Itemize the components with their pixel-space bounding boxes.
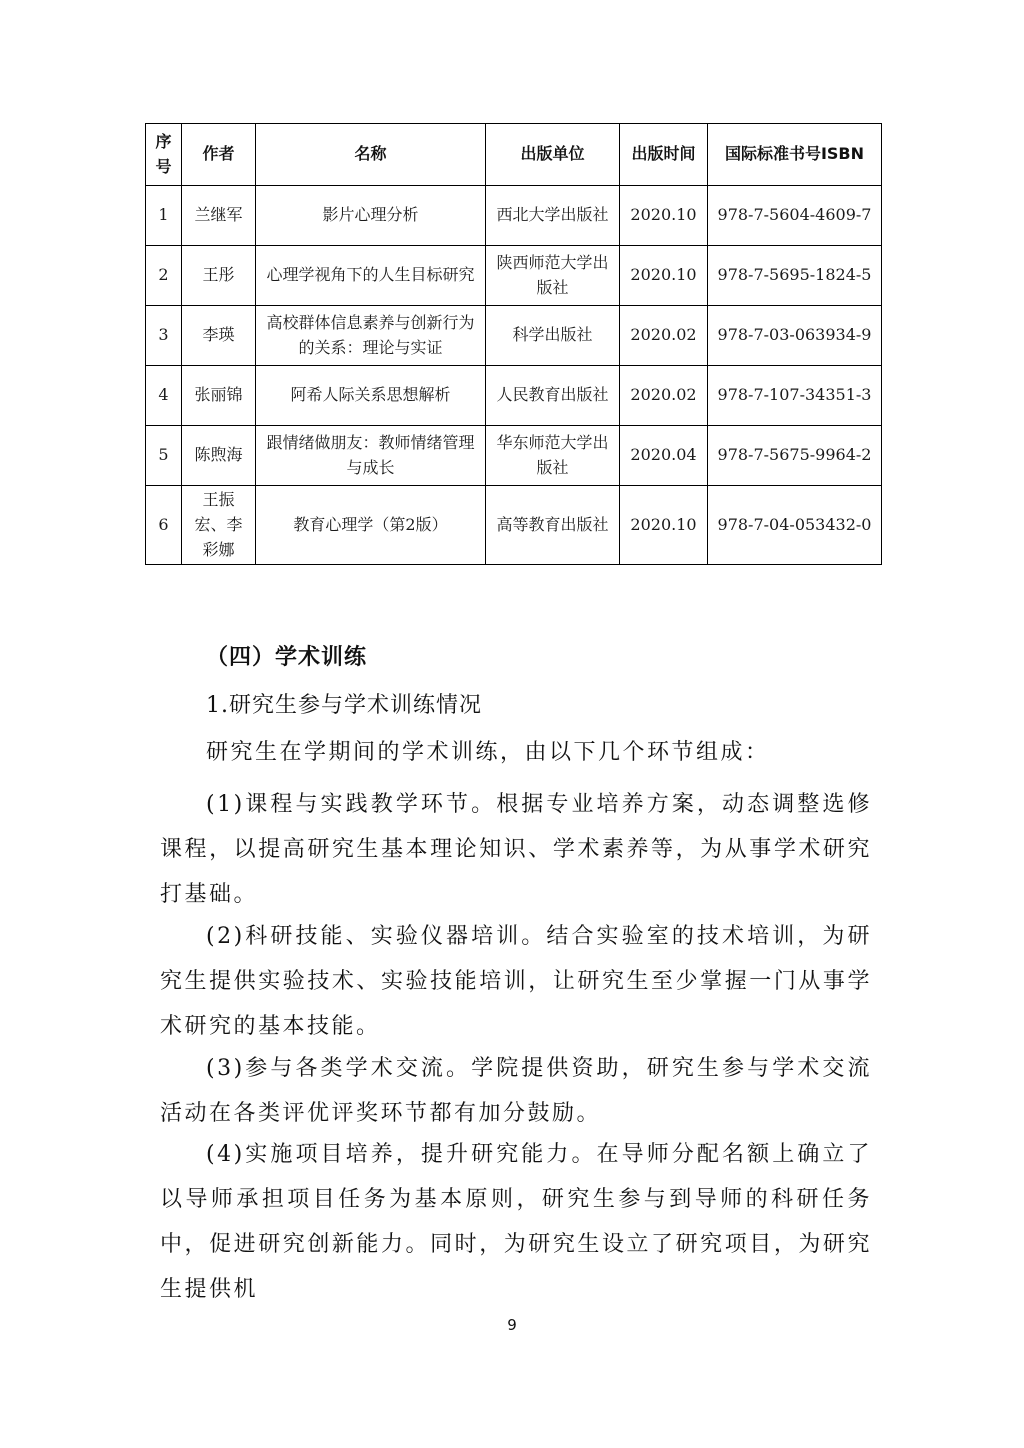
cell-index: 3	[146, 306, 182, 366]
cell-index: 5	[146, 426, 182, 486]
cell-isbn: 978-7-107-34351-3	[708, 366, 882, 426]
section-heading: （四）学术训练	[206, 645, 368, 670]
header-index: 序号	[146, 124, 182, 186]
cell-index: 4	[146, 366, 182, 426]
cell-publisher: 陕西师范大学出版社	[486, 246, 620, 306]
cell-publisher: 人民教育出版社	[486, 366, 620, 426]
paragraph-item-1: (1)课程与实践教学环节。根据专业培养方案，动态调整选修课程，以提高研究生基本理论知识、学术素养等，为从事学术研究打基础。	[160, 792, 872, 907]
cell-isbn: 978-7-5675-9964-2	[708, 426, 882, 486]
table-row	[146, 426, 882, 486]
cell-title: 心理学视角下的人生目标研究	[256, 246, 486, 306]
cell-index: 2	[146, 246, 182, 306]
cell-publish-date: 2020.04	[620, 426, 708, 486]
header-publisher: 出版单位	[486, 124, 620, 186]
cell-title: 高校群体信息素养与创新行为的关系：理论与实证	[256, 306, 486, 366]
paragraph-intro: 研究生在学期间的学术训练，由以下几个环节组成：	[206, 740, 770, 765]
cell-isbn: 978-7-04-053432-0	[708, 486, 882, 565]
cell-isbn: 978-7-5695-1824-5	[708, 246, 882, 306]
cell-author: 兰继军	[182, 186, 256, 246]
cell-author: 陈煦海	[182, 426, 256, 486]
cell-publisher: 华东师范大学出版社	[486, 426, 620, 486]
paragraph-item-4: (4)实施项目培养，提升研究能力。在导师分配名额上确立了以导师承担项目任务为基本原则，研究生参与到导师的科研任务中，促进研究创新能力。同时，为研究生设立了研究项目，为研究生提供机	[160, 1142, 872, 1302]
cell-publish-date: 2020.10	[620, 186, 708, 246]
page-number: 9	[507, 1316, 517, 1334]
cell-author: 张丽锦	[182, 366, 256, 426]
header-isbn: 国际标准书号ISBN	[708, 124, 882, 186]
cell-index: 1	[146, 186, 182, 246]
cell-publish-date: 2020.10	[620, 246, 708, 306]
cell-isbn: 978-7-03-063934-9	[708, 306, 882, 366]
table-header-row	[146, 124, 882, 186]
cell-publish-date: 2020.02	[620, 366, 708, 426]
cell-publisher: 高等教育出版社	[486, 486, 620, 565]
table-row	[146, 186, 882, 246]
cell-title: 教育心理学（第2版）	[256, 486, 486, 565]
header-publish-date: 出版时间	[620, 124, 708, 186]
cell-author: 王振宏、李彩娜	[182, 486, 256, 565]
paragraph-item-3: (3)参与各类学术交流。学院提供资助，研究生参与学术交流活动在各类评优评奖环节都有加分鼓励。	[160, 1056, 872, 1126]
cell-publish-date: 2020.02	[620, 306, 708, 366]
subsection-heading: 1.研究生参与学术训练情况	[206, 693, 482, 718]
publications-table	[145, 123, 882, 565]
cell-author: 李瑛	[182, 306, 256, 366]
paragraph-item-2: (2)科研技能、实验仪器培训。结合实验室的技术培训，为研究生提供实验技术、实验技能培训，让研究生至少掌握一门从事学术研究的基本技能。	[160, 924, 872, 1039]
cell-title: 跟情绪做朋友：教师情绪管理与成长	[256, 426, 486, 486]
table-row	[146, 246, 882, 306]
table-row	[146, 366, 882, 426]
cell-index: 6	[146, 486, 182, 565]
table-row	[146, 306, 882, 366]
cell-publish-date: 2020.10	[620, 486, 708, 565]
header-title: 名称	[256, 124, 486, 186]
cell-publisher: 科学出版社	[486, 306, 620, 366]
cell-title: 阿希人际关系思想解析	[256, 366, 486, 426]
cell-isbn: 978-7-5604-4609-7	[708, 186, 882, 246]
cell-title: 影片心理分析	[256, 186, 486, 246]
header-author: 作者	[182, 124, 256, 186]
cell-publisher: 西北大学出版社	[486, 186, 620, 246]
table-row	[146, 486, 882, 565]
cell-author: 王彤	[182, 246, 256, 306]
